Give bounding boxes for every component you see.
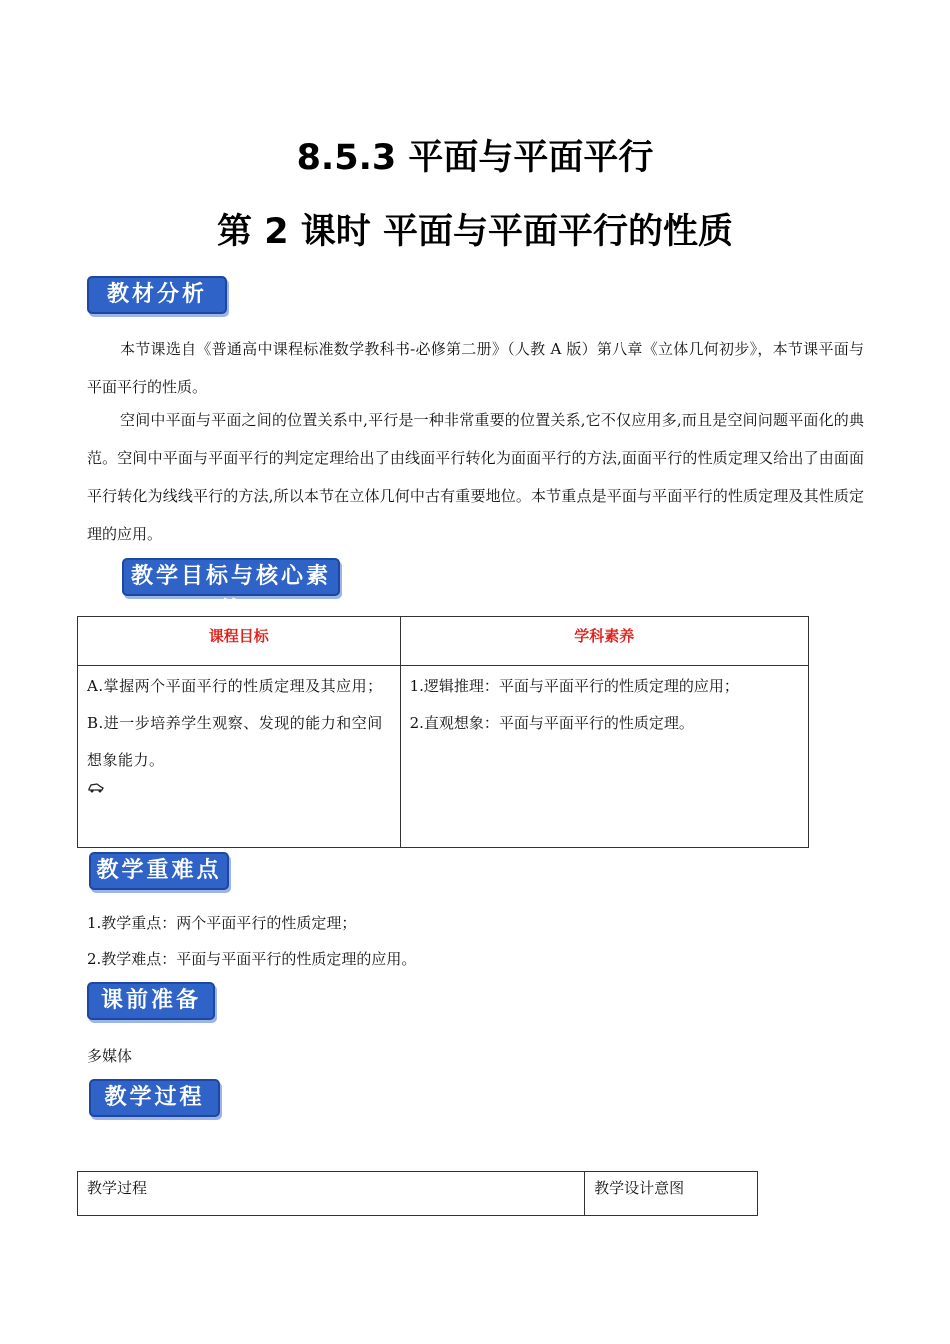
analysis-paragraph-1: 本节课选自《普通高中课程标准数学教科书-必修第二册》（人教 A 版）第八章《立体几何初步》，本节课平面与平面平行的性质。 — [87, 340, 864, 396]
process-table — [77, 1171, 758, 1216]
literacy-2: 2.直观想象：平面与平面平行的性质定理。 — [409, 714, 694, 732]
goals-header-right: 学科素养 — [400, 617, 808, 666]
goal-b: B.进一步培养学生观察、发现的能力和空间想象能力。 — [87, 714, 383, 769]
page-subtitle: 第 2 课时 平面与平面平行的性质 — [217, 212, 733, 252]
analysis-paragraph-2: 空间中平面与平面之间的位置关系中,平行是一种非常重要的位置关系,它不仅应用多,而且是空间问题平面化的典范。空间中平面与平面平行的判定定理给出了由线面平行转化为面面平行的方法,面面平行的性质定理又给出了由面面平行转化为线线平行的方法,所以本节在立体几何中古有重要地位。本节重点是平面与平面平行的性质定理及其性质定理的应用。 — [87, 411, 864, 543]
section-goals: 教学目标与核心素养 — [122, 558, 340, 596]
goals-header-left: 课程目标 — [78, 617, 401, 666]
goal-a: A.掌握两个平面平行的性质定理及其应用； — [87, 677, 383, 695]
section-preparation: 课前准备 — [87, 982, 215, 1020]
goals-table — [77, 616, 809, 848]
section-material-analysis: 教材分析 — [87, 276, 227, 314]
key-point-1: 1.教学重点：两个平面平行的性质定理； — [87, 914, 357, 932]
literacy-1: 1.逻辑推理：平面与平面平行的性质定理的应用； — [409, 677, 739, 695]
process-col-2: 教学设计意图 — [585, 1172, 758, 1216]
process-col-1: 教学过程 — [78, 1172, 585, 1216]
goals-course-cell — [78, 666, 401, 848]
goals-literacy-cell — [400, 666, 808, 848]
car-icon — [87, 782, 105, 797]
section-key-points: 教学重难点 — [89, 852, 229, 890]
section-process: 教学过程 — [89, 1079, 220, 1117]
key-point-2: 2.教学难点：平面与平面平行的性质定理的应用。 — [87, 950, 417, 968]
page-title: 8.5.3 平面与平面平行 — [296, 138, 654, 178]
preparation-text: 多媒体 — [87, 1047, 133, 1065]
